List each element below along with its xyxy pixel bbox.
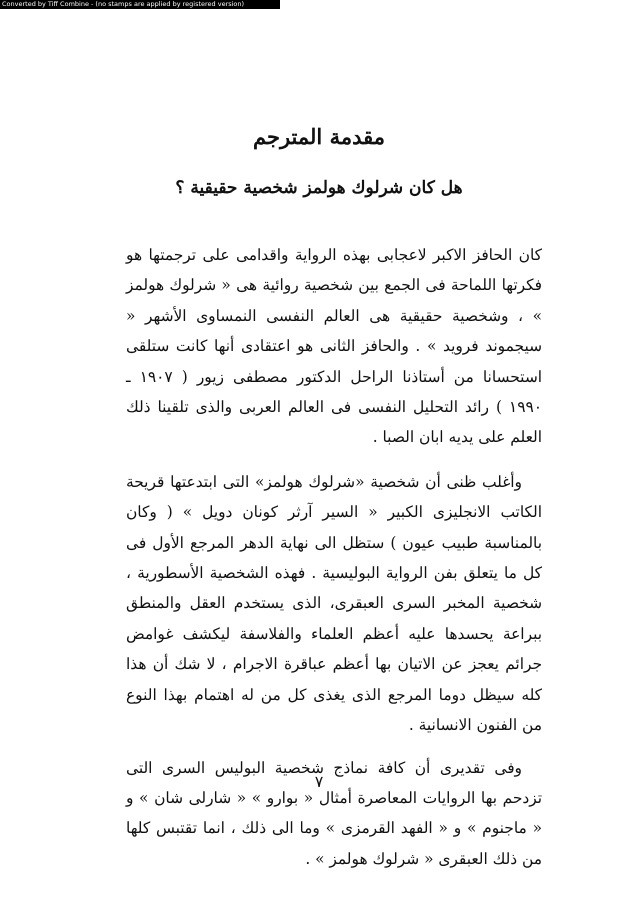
converter-banner: Converted by Tiff Combine - (no stamps are applied by registered version) xyxy=(0,0,280,9)
paragraph-2: وأغلب ظنى أن شخصية «شرلوك هولمز» التى ابتدعتها قريحة الكاتب الانجليزى الكبير « السير آرثر كونان دويل » ( وكان بالمناسبة طبيب عيون ) ستظل الى نهاية الدهر المرجع الأول فى كل ما يتعلق بفن الرواية البوليسية . فهذه الشخصية الأسطورية ، شخصية المخبر السرى العبقرى، الذى يستخدم العقل والمنطق ببراعة يحسدها عليه أعظم العلماء والفلاسفة ليكشف غوامض جرائم يعجز عن الاتيان بها أعظم عباقرة الاجرام ، لا شك أن هذا كله سيظل دوما المرجع الذى يغذى كل من له اهتمام بهذا النوع من الفنون الانسانية . xyxy=(126,472,542,735)
paragraph-3: وفى تقديرى أن كافة نماذج شخصية البوليس السرى التى تزدحم بها الروايات المعاصرة أمثال « بوارو » « شارلى شان » و « ماجنوم » و « الفهد القرمزى » وما الى ذلك ، انما تقتبس كلها من ذلك العبقرى « شرلوك هولمز » . xyxy=(126,758,542,868)
page-number: ٧ xyxy=(314,772,324,791)
paragraph-1: كان الحافز الاكبر لاعجابى بهذه الرواية واقدامى على ترجمتها هو فكرتها اللماحة فى الجمع بين شخصية روائية هى « شرلوك هولمز » ، وشخصية حقيقية هى العالم النفسى النمساوى الأشهر « سيجموند فرويد » . والحافز الثانى هو اعتقادى أنها كانت ستلقى استحسانا من أستاذنا الراحل الدكتور مصطفى زيور ( ١٩٠٧ ـ ١٩٩٠ ) رائد التحليل النفسى فى العالم العربى والذى تلقينا ذلك العلم على يديه ابان الصبا . xyxy=(126,246,542,447)
page-title: مقدمة المترجم xyxy=(253,124,385,149)
page-subtitle: هل كان شرلوك هولمز شخصية حقيقية ؟ xyxy=(175,178,463,198)
